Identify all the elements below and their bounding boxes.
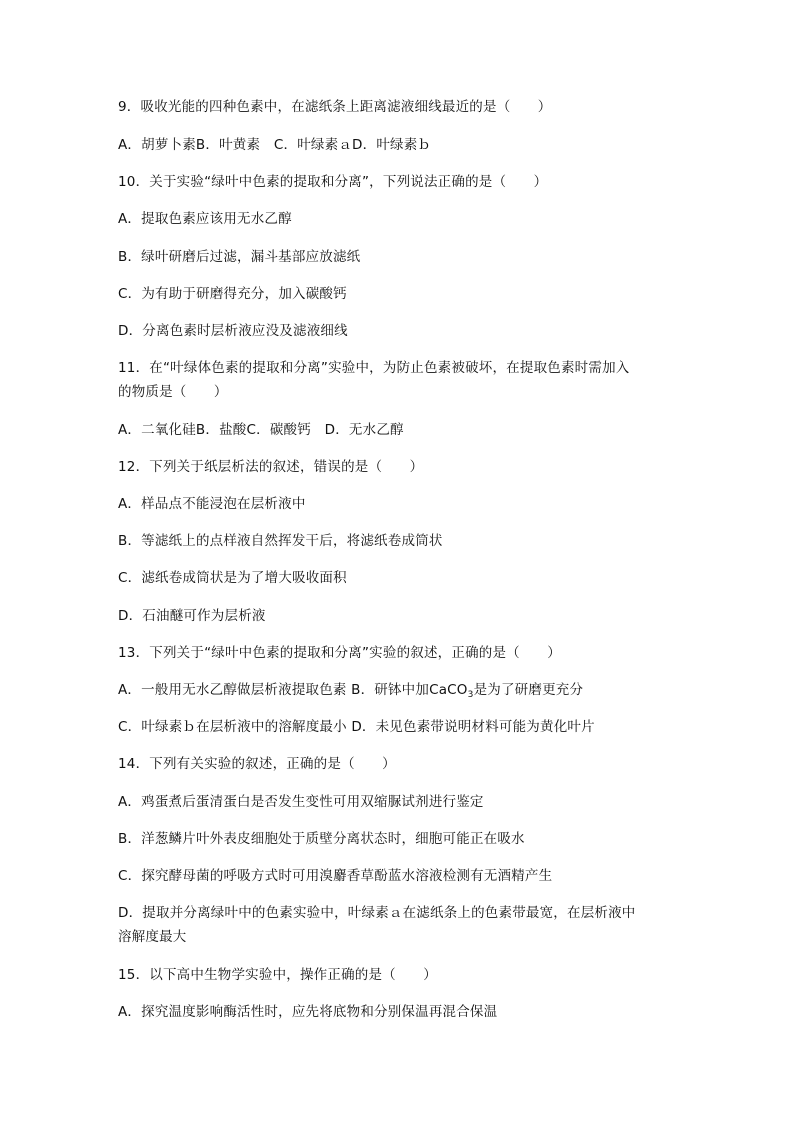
question-14-option-c: C．探究酵母菌的呼吸方式时可用溴麝香草酚蓝水溶液检测有无酒精产生	[118, 868, 553, 884]
question-15-option-a: A．探究温度影响酶活性时，应先将底物和分别保温再混合保温	[118, 1004, 498, 1020]
question-12-stem: 12．下列关于纸层析法的叙述，错误的是（ ）	[118, 459, 424, 475]
question-13-ab-text-1: A．一般用无水乙醇做层析液提取色素 B．研钵中加CaCO	[118, 682, 468, 698]
question-15-stem: 15．以下高中生物学实验中，操作正确的是（ ）	[118, 967, 437, 983]
question-14-option-a: A．鸡蛋煮后蛋清蛋白是否发生变性可用双缩脲试剂进行鉴定	[118, 794, 484, 810]
question-13-options-ab	[118, 679, 698, 706]
question-13-stem: 13．下列关于“绿叶中色素的提取和分离”实验的叙述，正确的是（ ）	[118, 645, 561, 661]
question-12-option-a: A．样品点不能浸泡在层析液中	[118, 496, 306, 512]
question-14-option-d-line-1: D．提取并分离绿叶中的色素实验中，叶绿素ａ在滤纸条上的色素带最宽，在层析液中	[118, 905, 636, 921]
question-11-stem-line-1: 11．在“叶绿体色素的提取和分离”实验中，为防止色素被破坏，在提取色素时需加入	[118, 360, 630, 376]
question-11-options: A．二氧化硅B．盐酸C．碳酸钙 D．无水乙醇	[118, 422, 404, 438]
question-12-option-b: B．等滤纸上的点样液自然挥发干后，将滤纸卷成筒状	[118, 533, 443, 549]
question-12-option-c: C．滤纸卷成筒状是为了增大吸收面积	[118, 570, 347, 586]
question-9-stem: 9．吸收光能的四种色素中，在滤纸条上距离滤液细线最近的是（ ）	[118, 99, 552, 115]
question-14-option-b: B．洋葱鳞片叶外表皮细胞处于质壁分离状态时，细胞可能正在吸水	[118, 831, 525, 847]
question-9-options: A．胡萝卜素B．叶黄素 C．叶绿素ａD．叶绿素ｂ	[118, 137, 432, 153]
question-10-stem: 10．关于实验“绿叶中色素的提取和分离”，下列说法正确的是（ ）	[118, 174, 548, 190]
question-10-option-d: D．分离色素时层析液应没及滤液细线	[118, 323, 348, 339]
question-12-option-d: D．石油醚可作为层析液	[118, 608, 266, 624]
question-10-option-a: A．提取色素应该用无水乙醇	[118, 211, 292, 227]
question-13-ab-subscript: 3	[467, 690, 474, 700]
question-10-option-c: C．为有助于研磨得充分，加入碳酸钙	[118, 286, 347, 302]
question-13-options-cd: C．叶绿素ｂ在层析液中的溶解度最小 D．未见色素带说明材料可能为黄化叶片	[118, 719, 595, 735]
question-14-option-d-line-2: 溶解度最大	[118, 929, 187, 945]
question-13-ab-text-2: 是为了研磨更充分	[473, 682, 584, 698]
question-11-stem-line-2: 的物质是（ ）	[118, 384, 228, 400]
question-14-stem: 14．下列有关实验的叙述，正确的是（ ）	[118, 756, 396, 772]
question-10-option-b: B．绿叶研磨后过滤，漏斗基部应放滤纸	[118, 249, 361, 265]
